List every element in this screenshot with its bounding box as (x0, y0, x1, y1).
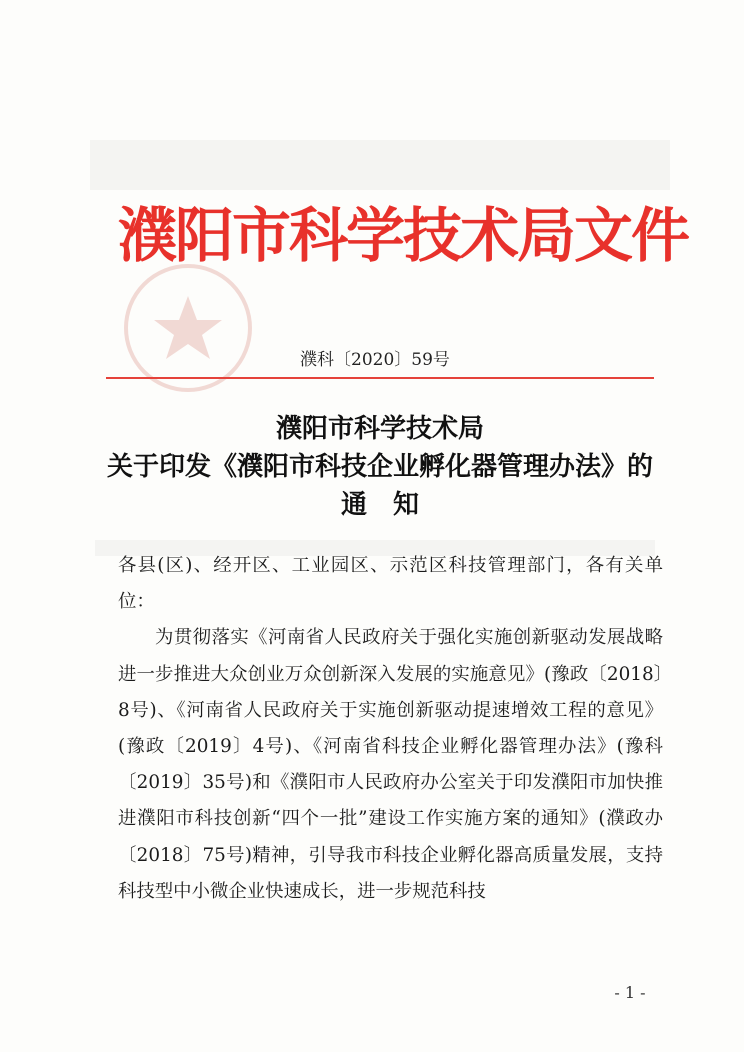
title-line-subject: 关于印发《濮阳市科技企业孵化器管理办法》的 (106, 452, 653, 482)
document-number: 濮科〔2020〕59号 (300, 350, 450, 370)
page-number: - 1 - (614, 983, 646, 1002)
notice-title (60, 410, 700, 524)
addressee-line: 各县(区)、经开区、工业园区、示范区科技管理部门，各有关单位： (118, 555, 663, 613)
title-line-issuer: 濮阳市科学技术局 (275, 414, 484, 444)
masthead-title: 濮阳市科学技术局文件 (118, 201, 689, 270)
red-divider-line (106, 377, 654, 379)
title-line-notice: 通知 (340, 490, 445, 520)
bleed-through-smudge (90, 140, 670, 190)
document-body (118, 548, 663, 910)
body-paragraph: 为贯彻落实《河南省人民政府关于强化实施创新驱动发展战略进一步推进大众创业万众创新深入发展的实施意见》(豫政〔2018〕8号)、《河南省人民政府关于实施创新驱动提速增效工程的意见》(豫政〔2019〕4号)、《河南省科技企业孵化器管理办法》(豫科〔2019〕35号)和《濮阳市人民政府办公室关于印发濮阳市加快推进濮阳市科技创新“四个一批”建设工作实施方案的通知》(濮政办〔2018〕75号)精神，引导我市科技企业孵化器高质量发展，支持科技型中小微企业快速成长，进一步规范科技 (118, 627, 663, 902)
